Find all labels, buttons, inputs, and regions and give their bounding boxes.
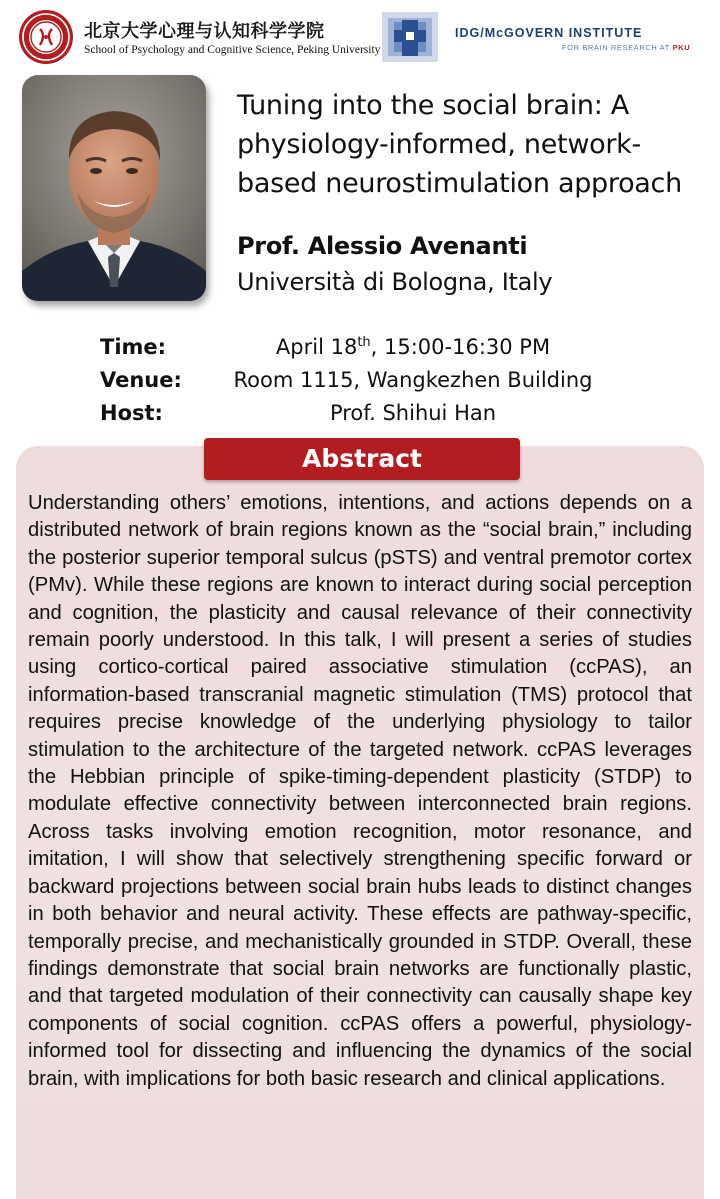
host-value: Prof. Shihui Han [329, 401, 497, 425]
institute-title: IDG/McGOVERN INSTITUTE [455, 26, 643, 40]
abstract-heading: Abstract [204, 438, 520, 480]
school-name-chinese: 北京大学心理与认知科学学院 [84, 21, 325, 42]
time-value [218, 335, 608, 359]
talk-title: Tuning into the social brain: A physiology-informed, network-based neurostimulation approach [237, 90, 682, 199]
venue-label: Venue: [100, 368, 182, 392]
school-name-english: School of Psychology and Cognitive Science, Peking University [84, 44, 381, 56]
institute-subtitle [562, 43, 690, 52]
time-label: Time: [100, 335, 167, 359]
host-label: Host: [100, 401, 163, 425]
header [0, 0, 720, 70]
venue-value: Room 1115, Wangkezhen Building [233, 368, 593, 392]
institute-subtitle-text: FOR BRAIN RESEARCH AT [562, 43, 670, 52]
idg-mcgovern-logo-icon [382, 12, 438, 62]
speaker-photo [22, 75, 206, 301]
speaker-portrait-icon [22, 75, 206, 301]
abstract-text: Understanding others’ emotions, intentions, and actions depends on a distributed network of brain regions known as the “social brain,” including the posterior superior temporal sulcus (pSTS) and ventral premotor cortex (PMv). While these regions are known to interact during social perception and cognition, the plasticity and causal relevance of their connectivity remain poorly understood. In this talk, I will present a series of studies using cortico-cortical paired associative stimulation (ccPAS), an information-based transcranial magnetic stimulation (TMS) protocol that requires precise knowledge of the underlying physiology to tailor stimulation to the architecture of the targeted network. ccPAS leverages the Hebbian principle of spike-timing-dependent plasticity (STDP) to modulate effective connectivity between interconnected brain regions. Across tasks involving emotion recognition, motor resonance, and imitation, I will show that selectively strengthening specific forward or backward projections between social brain hubs leads to distinct changes in both behavior and neural activity. These effects are pathway-specific, temporally precise, and mechanistically grounded in STDP. Overall, these findings demonstrate that social brain networks are functionally plastic, and that targeted modulation of their connectivity can causally shape key components of social cognition. ccPAS offers a powerful, physiology-informed tool for dissecting and influencing the dynamics of the social brain, with implications for both basic research and clinical applications. [28, 492, 692, 1090]
time-range: , 15:00-16:30 PM [370, 335, 551, 359]
time-month: April 18 [275, 335, 358, 359]
time-ordinal: th [357, 335, 371, 350]
pku-seal-icon [18, 9, 74, 65]
institute-pku: PKU [672, 43, 691, 52]
speaker-affiliation: Università di Bologna, Italy [237, 268, 553, 296]
speaker-name: Prof. Alessio Avenanti [237, 232, 528, 260]
